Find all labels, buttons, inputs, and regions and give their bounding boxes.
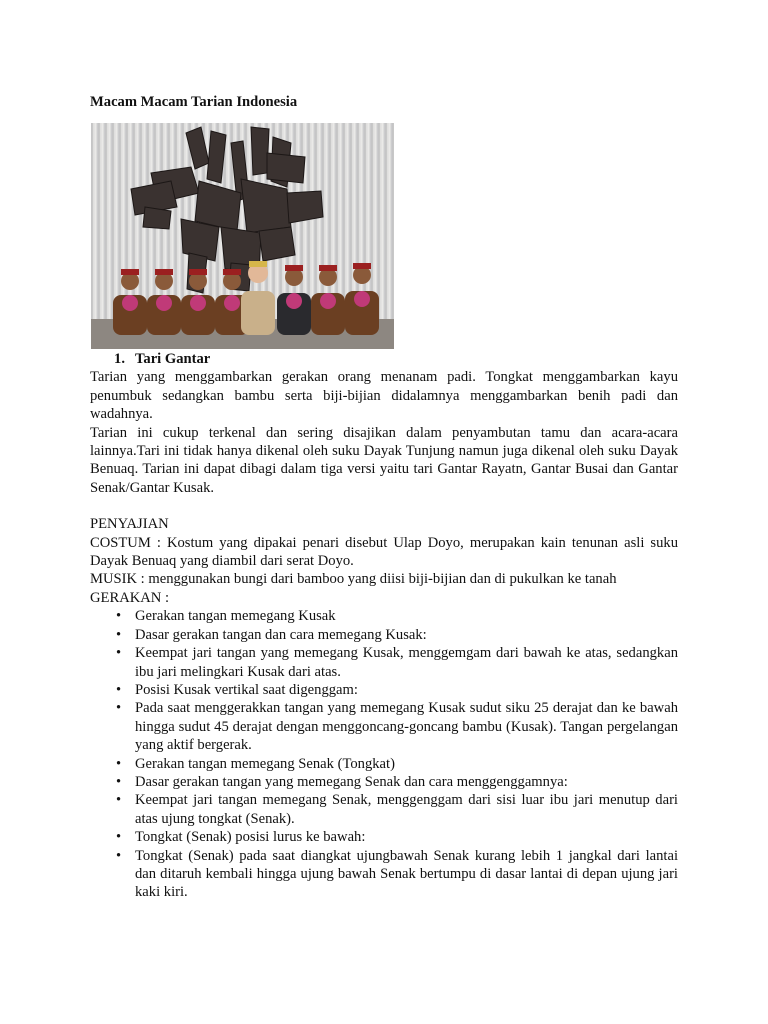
section-number: 1. <box>114 351 125 367</box>
list-item: • Dasar gerakan tangan dan cara memegang Kusak: <box>116 626 427 643</box>
bullet-icon: • <box>116 792 122 809</box>
bullet-icon: • <box>116 608 122 625</box>
costum-paragraph: COSTUM : Kostum yang dipakai penari disebut Ulap Doyo, merupakan kain tenunan asli suku Dayak Benuaq yang diambil dari serat Doyo. <box>90 534 678 570</box>
bullet-icon: • <box>116 829 122 846</box>
paragraph-history: Tarian ini cukup terkenal dan sering disajikan dalam penyambutan tamu dan acara-acara lainnya.Tari ini tidak hanya dikenal oleh suku Dayak Tunjung namun juga dikenal oleh suku Dayak Benuaq. Tarian ini dapat dibagi dalam tiga versi yaitu tari Gantar Rayatn, Gantar Busai dan Gantar Senak/Gantar Kusak. <box>90 424 678 496</box>
list-item: • Dasar gerakan tangan yang memegang Senak dan cara menggenggamnya: <box>116 773 568 790</box>
bullet-icon: • <box>116 626 122 643</box>
bullet-icon: • <box>116 681 122 698</box>
list-item: • Gerakan tangan memegang Kusak <box>116 608 336 625</box>
list-item: • Tongkat (Senak) pada saat diangkat ujungbawah Senak kurang lebih 1 jangkal dari lantai dan ditaruh kembali hingga ujung bawah Senak bertumpu di dasar lantai di depan ujung jari kaki kiri. <box>116 847 678 901</box>
paragraph-description: Tarian yang menggambarkan gerakan orang menanam padi. Tongkat menggambarkan kayu penumbuk sedangkan bambu serta biji-bijian didalamnya menggambarkan benih padi dan wadahnya. <box>90 369 678 423</box>
list-item: • Keempat jari tangan yang memegang Kusak, menggemgam dari bawah ke atas, sedangkan ibu jari melingkari Kusak dari atas. <box>116 645 678 680</box>
list-item: • Tongkat (Senak) posisi lurus ke bawah: <box>116 829 366 846</box>
dancers-photo <box>91 123 394 349</box>
bullet-icon: • <box>116 700 122 717</box>
section-title: Tari Gantar <box>135 351 211 367</box>
gerakan-list <box>90 607 678 902</box>
bullet-icon: • <box>116 847 122 864</box>
bullet-icon: • <box>116 645 122 662</box>
list-item: • Pada saat menggerakkan tangan yang memegang Kusak sudut siku 25 derajat dan ke bawah hingga sudut 45 derajat dengan menggoncang-goncang bambu (Kusak). Tangan pergelangan yang aktif bergerak. <box>116 700 678 754</box>
gerakan-label: GERAKAN : <box>90 589 170 606</box>
document-page <box>90 93 678 902</box>
bullet-icon: • <box>116 773 122 790</box>
list-item: • Posisi Kusak vertikal saat digenggam: <box>116 681 358 698</box>
list-item: • Gerakan tangan memegang Senak (Tongkat) <box>116 755 395 772</box>
bullet-icon: • <box>116 755 122 772</box>
section-heading <box>90 350 678 368</box>
list-item: • Keempat jari tangan memegang Senak, menggenggam dari sisi luar ibu jari menutup dari atas ujung tongkat (Senak). <box>116 792 678 827</box>
document-title: Macam Macam Tarian Indonesia <box>90 94 298 110</box>
penyajian-label: PENYAJIAN <box>90 516 169 533</box>
musik-paragraph: MUSIK : menggunakan bungi dari bamboo yang diisi biji-bijian dan di pukulkan ke tanah <box>90 571 617 588</box>
